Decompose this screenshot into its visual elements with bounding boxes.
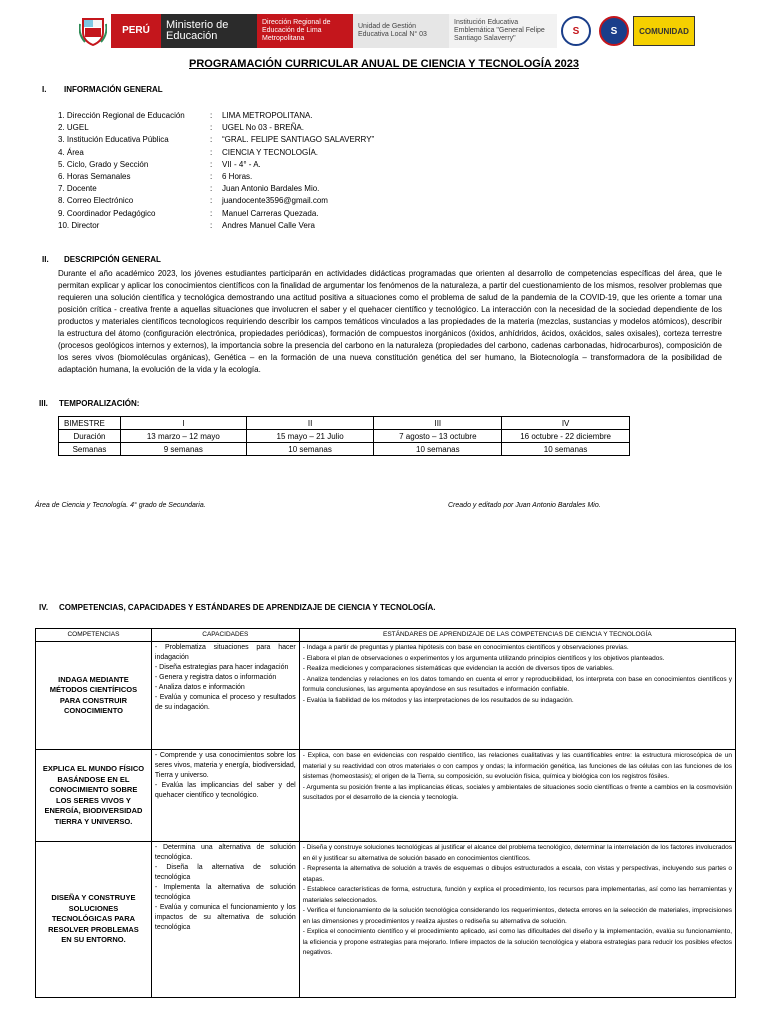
info-row: 5. Ciclo, Grado y Sección : VII - 4° - A. xyxy=(58,159,261,169)
comunidad-logo: COMUNIDAD xyxy=(633,16,695,46)
footer-right: Creado y editado por Juan Antonio Bardales Mio. xyxy=(448,502,601,509)
section-heading-info: I. INFORMACIÓN GENERAL xyxy=(42,85,163,94)
general-description: Durante el año académico 2023, los jóvenes estudiantes participarán en actividades didácticas programadas que orienten al desarrollo de competencias específicas del área, que le permitan explicar y aplicar los conocimientos científicos con la finalidad de argumentar los fenómenos de la naturaleza, a partir del cuestionamiento de los mismos, resolver problemas que requieren una solución científica y tecnológica demostrando una actitud positiva a situaciones como el problema de salud de la pandemia de la COVID-19, que les oriente a tomar una posición crítica - creativa frente a aquellas situaciones que involucren el saber y el quehacer científico y tecnológico. La interacción con la necesidad de la sociedad dependiente de los productos y materiales científicos tecnologicos requiriendo describir los campos temáticos vinculados a las propiedades de la materia (mezclas, sustancias y modelos atómicos), describir la estructura del átomo (configuración electrónica, propiedades periódicas), formación de compuestos inorgánicos (óxidos, anhídridos, ácidos, oxácidos, sales oxisales), corteza terrestre (procesos geológicos internos y externos), la importancia sobre la presencia del carbono en la naturaleza (propiedades del carbono, cadenas carbonadas, hidrocarburos), composición de los seres vivos (biomoléculas orgánicas), Genética – en la formación de una nueva constitución genética del ser humano, la Biotecnología – transformadora de la posibilidad de adaptación humana, la evolución de la vida y la ecología. xyxy=(58,269,722,374)
table-header-row: COMPETENCIAS CAPACIDADES ESTÁNDARES DE APRENDIZAJE DE LAS COMPETENCIAS DE CIENCIA Y TECNOLOGÍA xyxy=(36,629,736,642)
capacidades-cell: - Comprende y usa conocimientos sobre los seres vivos, materia y energía, biodiversidad, Tierra y universo. - Evalúa las implicancias del saber y del quehacer científico y tecnológico. xyxy=(151,750,299,842)
table-row xyxy=(36,750,736,842)
section-heading-temporalization: III. TEMPORALIZACIÓN: xyxy=(39,399,140,408)
table-row: BIMESTRE I II III IV xyxy=(59,417,630,430)
info-row: 6. Horas Semanales : 6 Horas. xyxy=(58,172,253,182)
info-row: 9. Coordinador Pedagógico : Manuel Carreras Quezada. xyxy=(58,208,319,218)
section-heading-description: II. DESCRIPCIÓN GENERAL xyxy=(42,255,161,264)
section-heading-competencias: IV. COMPETENCIAS, CAPACIDADES Y ESTÁNDARES DE APRENDIZAJE DE CIENCIA Y TECNOLOGÍA. xyxy=(39,603,436,612)
competencias-table xyxy=(35,628,736,998)
school-logo-icon: S xyxy=(561,16,591,46)
general-info-list xyxy=(58,110,374,232)
footer-left: Área de Ciencia y Tecnología. 4° grado de Secundaria. xyxy=(35,502,206,509)
info-row: 8. Correo Electrónico : juandocente3596@gmail.com xyxy=(58,196,328,206)
school-crest-icon: S xyxy=(599,16,629,46)
estandares-cell: - Diseña y construye soluciones tecnológicas al justificar el alcance del problema tecnológico, determinar la interrelación de los factores involucrados en él y justificar su alternativa de solución basado en conocimientos científicos. - Representa la alternativa de solución a través de esquemas o dibujos estructurados a escala, con vistas y perspectivas, incluyendo sus partes o etapas. - Establece características de forma, estructura, función y explica el procedimiento, los recursos para implementarlas, así como las herramientas y materiales seleccionados. - Verifica el funcionamiento de la solución tecnológica considerando los requerimientos, detecta errores en la selección de materiales, imprecisiones en las dimensiones y procedimientos y realiza ajustes o rediseña su alternativa de solución. - Explica el conocimiento científico y el procedimiento aplicado, así como las dificultades del diseño y la implementación, evalúa su funcionamiento, la eficiencia y propone estrategias para mejorarlo. Infiere impactos de la solución tecnológica y elabora estrategias para reducir los posibles efectos negativos. xyxy=(299,842,735,998)
info-row: 3. Institución Educativa Pública : “GRAL. FELIPE SANTIAGO SALAVERRY” xyxy=(58,135,375,145)
table-row xyxy=(36,842,736,998)
info-row: 4. Área : CIENCIA Y TECNOLOGÍA. xyxy=(58,147,319,157)
capacidades-cell: - Determina una alternativa de solución tecnológica. - Diseña la alternativa de solución tecnológica - Implementa la alternativa de solución tecnológica - Evalúa y comunica el funcionamiento y los impactos de su alternativa de solución tecnológica xyxy=(151,842,299,998)
dre-label: Dirección Regional de Educación de Lima Metropolitana xyxy=(257,14,353,48)
table-row: Semanas 9 semanas 10 semanas 10 semanas 10 semanas xyxy=(59,443,630,456)
table-row: Duración 13 marzo – 12 mayo 15 mayo – 21 Julio 7 agosto – 13 octubre 16 octubre - 22 diciembre xyxy=(59,430,630,443)
competencia-name: EXPLICA EL MUNDO FÍSICO BASÁNDOSE EN EL CONOCIMIENTO SOBRE LOS SERES VIVOS Y ENERGÍA, BIODIVERSIDAD TIERRA Y UNIVERSO. xyxy=(36,750,152,842)
estandares-cell: - Indaga a partir de preguntas y plantea hipótesis con base en conocimientos científicos y observaciones previas. - Elabora el plan de observaciones o experimentos y los argumenta utilizando principios científicos y los objetivos planteados. - Realiza mediciones y comparaciones sistemáticas que evidencian la acción de diversos tipos de variables. - Analiza tendencias y relaciones en los datos tomando en cuenta el error y reproducibilidad, los interpreta con base en conocimientos científicos y formula conclusiones, las argumenta apoyándose en sus resultados e información confiable. - Evalúa la fiabilidad de los métodos y las interpretaciones de los resultados de su indagación. xyxy=(299,642,735,750)
competencia-name: INDAGA MEDIANTE MÉTODOS CIENTÍFICOS PARA CONSTRUIR CONOCIMIENTO xyxy=(36,642,152,750)
info-row: 7. Docente : Juan Antonio Bardales Mio. xyxy=(58,184,320,194)
info-row: 2. UGEL : UGEL No 03 - BREÑA. xyxy=(58,123,304,133)
estandares-cell: - Explica, con base en evidencias con respaldo científico, las relaciones cualitativas y las cuantificables entre: la estructura microscópica de un material y su reactividad con otros materiales o con campos y ondas; la información genética, las funciones de las células con las funciones de los sistemas (homeostasis); el origen de la Tierra, su composición, su evolución física, química y biológica con los registros fósiles. - Argumenta su posición frente a las implicancias éticas, sociales y ambientales de situaciones socio científicas o frente a cambios en la cosmovisión suscitados por el desarrollo de la ciencia y tecnología. xyxy=(299,750,735,842)
ugel-label: Unidad de Gestión Educativa Local N° 03 xyxy=(353,14,449,48)
capacidades-cell: - Problematiza situaciones para hacer indagación - Diseña estrategias para hacer indagación - Genera y registra datos o información - Analiza datos e información - Evalúa y comunica el proceso y resultados de su indagación. xyxy=(151,642,299,750)
info-row: 1. Dirección Regional de Educación : LIMA METROPOLITANA. xyxy=(58,111,313,120)
ministerio-label: Ministerio de Educación xyxy=(161,14,257,48)
competencia-name: DISEÑA Y CONSTRUYE SOLUCIONES TECNOLÓGICAS PARA RESOLVER PROBLEMAS EN SU ENTORNO. xyxy=(36,842,152,998)
peru-label: PERÚ xyxy=(111,14,161,48)
peru-coat-of-arms-icon xyxy=(75,14,111,48)
page-title: PROGRAMACIÓN CURRICULAR ANUAL DE CIENCIA Y TECNOLOGÍA 2023 xyxy=(189,58,579,70)
temporalization-table xyxy=(58,416,630,456)
info-row: 10. Director : Andres Manuel Calle Vera xyxy=(58,220,315,230)
ie-label: Institución Educativa Emblemática "General Felipe Santiago Salaverry" xyxy=(449,14,557,48)
table-row xyxy=(36,642,736,750)
institution-banner xyxy=(75,14,704,48)
